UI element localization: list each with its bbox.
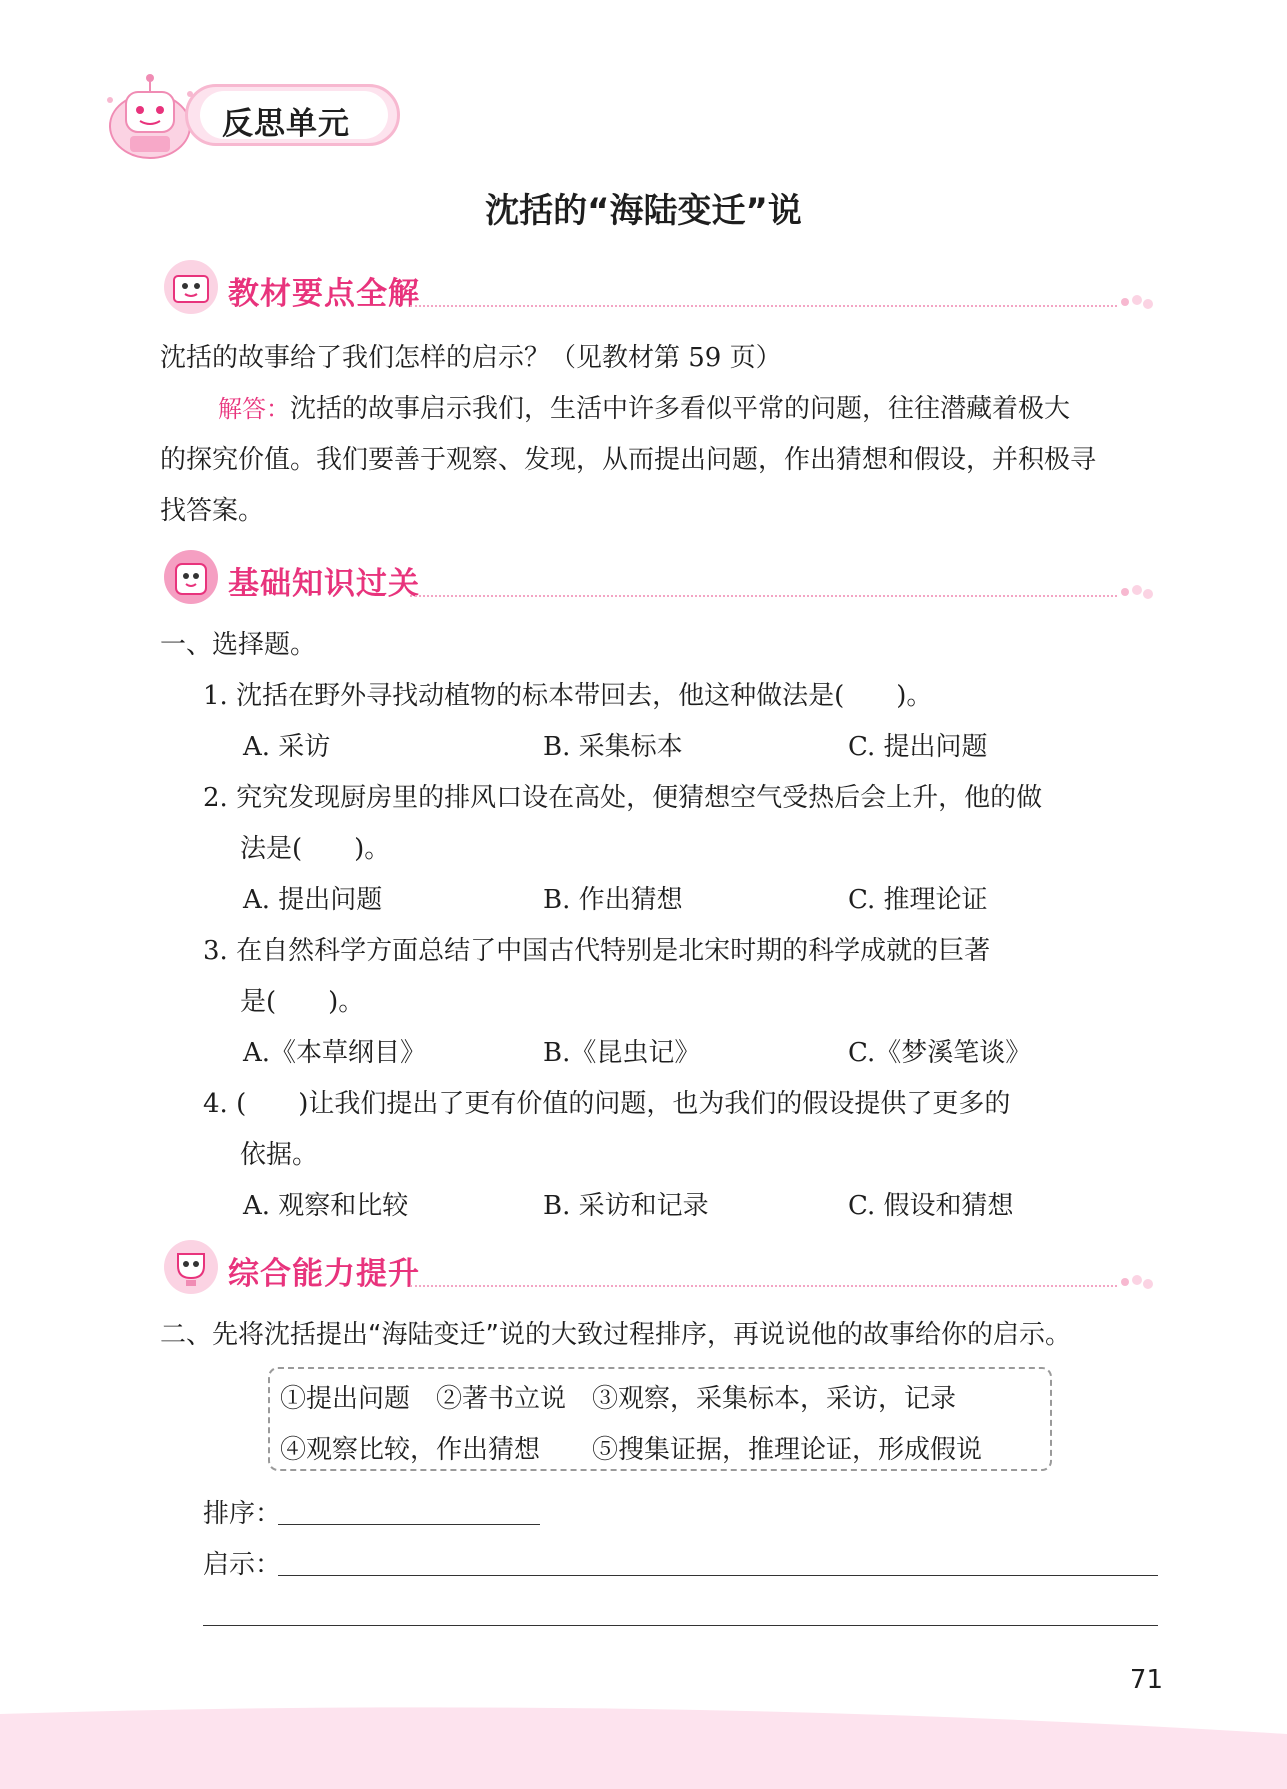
unit-badge bbox=[90, 70, 405, 162]
section-heading-comprehensive bbox=[160, 1238, 1155, 1302]
page-title: 沈括的“海陆变迁”说 bbox=[485, 191, 802, 231]
question-2: 2. 究究发现厨房里的排风口设在高处，便猜想空气受热后会上升，他的做 bbox=[203, 783, 1043, 813]
section-heading-label: 教材要点全解 bbox=[228, 276, 420, 312]
page-number: 71 bbox=[1129, 1665, 1163, 1695]
question-1: 1. 沈括在野外寻找动植物的标本带回去，他这种做法是( )。 bbox=[203, 681, 933, 711]
dots-decoration-icon bbox=[1119, 1272, 1155, 1292]
trophy-mascot-icon bbox=[160, 1238, 222, 1296]
q1-option-a: A. 采访 bbox=[243, 732, 331, 762]
section-heading-basics bbox=[160, 548, 1155, 612]
insight-answer-line[interactable] bbox=[278, 1575, 1158, 1576]
q1-option-c: C. 提出问题 bbox=[848, 732, 988, 762]
answer-text-3: 找答案。 bbox=[160, 496, 265, 526]
part1-heading: 一、选择题。 bbox=[160, 630, 317, 660]
q1-option-b: B. 采集标本 bbox=[543, 732, 683, 762]
cup-mascot-icon bbox=[160, 548, 222, 606]
q4-option-b: B. 采访和记录 bbox=[543, 1191, 709, 1221]
q4-option-c: C. 假设和猜想 bbox=[848, 1191, 1014, 1221]
q2-option-a: A. 提出问题 bbox=[243, 885, 383, 915]
section-heading-key-points bbox=[160, 258, 1155, 322]
answer-text-2: 的探究价值。我们要善于观察、发现，从而提出问题，作出猜想和假设，并积极寻 bbox=[160, 445, 1097, 475]
section-heading-label: 基础知识过关 bbox=[228, 566, 420, 602]
footer-band bbox=[0, 1694, 1287, 1789]
section-heading-label: 综合能力提升 bbox=[228, 1256, 420, 1292]
process-steps-line-2: ④观察比较，作出猜想 ⑤搜集证据，推理论证，形成假说 bbox=[280, 1435, 983, 1465]
dotted-divider bbox=[410, 305, 1117, 307]
answer-label: 解答： bbox=[218, 395, 290, 423]
question-3-cont: 是( )。 bbox=[240, 987, 365, 1017]
q2-option-c: C. 推理论证 bbox=[848, 885, 988, 915]
process-steps-box bbox=[268, 1367, 1052, 1471]
q3-option-c: C.《梦溪笔谈》 bbox=[848, 1038, 1032, 1068]
q2-option-b: B. 作出猜想 bbox=[543, 885, 683, 915]
unit-label: 反思单元 bbox=[222, 106, 350, 142]
question-2-cont: 法是( )。 bbox=[240, 834, 391, 864]
question-4-cont: 依据。 bbox=[240, 1140, 319, 1170]
order-label: 排序： bbox=[203, 1499, 282, 1529]
question-4: 4. ( )让我们提出了更有价值的问题，也为我们的假设提供了更多的 bbox=[203, 1089, 1011, 1119]
dotted-divider bbox=[410, 595, 1117, 597]
q3-option-b: B.《昆虫记》 bbox=[543, 1038, 701, 1068]
question-3: 3. 在自然科学方面总结了中国古代特别是北宋时期的科学成就的巨著 bbox=[203, 936, 991, 966]
q4-option-a: A. 观察和比较 bbox=[243, 1191, 409, 1221]
process-steps-line-1: ①提出问题 ②著书立说 ③观察，采集标本，采访，记录 bbox=[280, 1384, 957, 1414]
answer-text-1: 沈括的故事启示我们，生活中许多看似平常的问题，往往潜藏着极大 bbox=[290, 394, 1071, 424]
order-answer-line[interactable] bbox=[278, 1524, 540, 1525]
book-mascot-icon bbox=[160, 258, 222, 316]
insight-answer-line-2[interactable] bbox=[203, 1625, 1158, 1626]
q3-option-a: A.《本草纲目》 bbox=[243, 1038, 427, 1068]
part2-heading: 二、先将沈括提出“海陆变迁”说的大致过程排序，再说说他的故事给你的启示。 bbox=[160, 1320, 1071, 1350]
dots-decoration-icon bbox=[1119, 582, 1155, 602]
answer-line bbox=[218, 388, 1070, 425]
key-question: 沈括的故事给了我们怎样的启示？（见教材第 59 页） bbox=[160, 343, 782, 373]
dotted-divider bbox=[410, 1285, 1117, 1287]
dots-decoration-icon bbox=[1119, 292, 1155, 312]
insight-label: 启示： bbox=[203, 1550, 282, 1580]
